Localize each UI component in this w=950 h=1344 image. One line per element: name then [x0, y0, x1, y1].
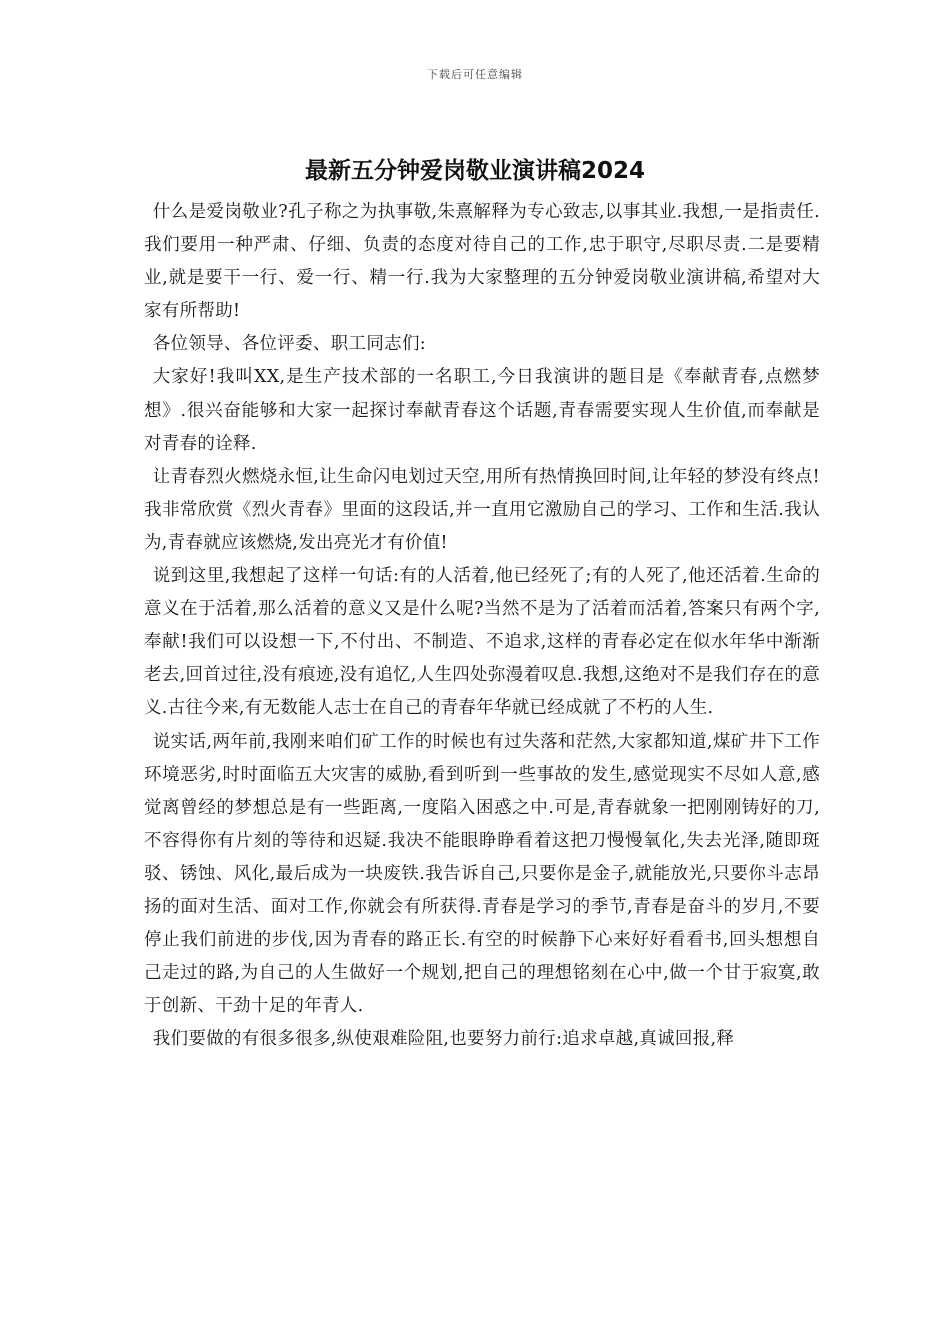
paragraph-salutation: 各位领导、各位评委、职工同志们: [152, 334, 426, 355]
document-title: 最新五分钟爱岗敬业演讲稿2024 [304, 158, 645, 184]
paragraph-meaning-of-life: 说到这里,我想起了这样一句话:有的人活着,他已经死了;有的人死了,他还活着.生命的意义在于活着,那么活着的意义又是什么呢?当然不是为了活着而活着,答案只有两个字,奉献!我们可以设想一下,不付出、不制造、不追求,这样的青春必定在似水年华中渐渐老去,回首过往,没有痕迹,没有追忆,人生四处弥漫着叹息.我想,这绝对不是我们存在的意义.古往今来,有无数能人志士在自己的青春年华就已经成就了不朽的人生. [144, 566, 820, 719]
paragraph-youth-fire: 让青春烈火燃烧永恒,让生命闪电划过天空,用所有热情换回时间,让年轻的梦没有终点!我非常欣赏《烈火青春》里面的这段话,并一直用它激励自己的学习、工作和生活.我认为,青春就应该燃烧,发出亮光才有价值! [144, 466, 820, 553]
paragraph-greeting: 大家好!我叫XX,是生产技术部的一名职工,今日我演讲的题目是《奉献青春,点燃梦想》.很兴奋能够和大家一起探讨奉献青春这个话题,青春需要实现人生价值,而奉献是对青春的诠释. [144, 367, 820, 454]
paragraph-closing-partial: 我们要做的有很多很多,纵使艰难险阻,也要努力前行:追求卓越,真诚回报,释 [152, 1029, 735, 1050]
paragraph-intro: 什么是爱岗敬业?孔子称之为执事敬,朱熹解释为专心致志,以事其业.我想,一是指责任.我们要用一种严肃、仔细、负责的态度对待自己的工作,忠于职守,尽职尽责.二是要精业,就是要干一行、爱一行、精一行.我为大家整理的五分钟爱岗敬业演讲稿,希望对大家有所帮助! [144, 202, 820, 322]
header-note: 下载后可任意编辑 [427, 68, 523, 81]
paragraph-personal-story: 说实话,两年前,我刚来咱们矿工作的时候也有过失落和茫然,大家都知道,煤矿井下工作环境恶劣,时时面临五大灾害的威胁,看到听到一些事故的发生,感觉现实不尽如人意,感觉离曾经的梦想总是有一些距离,一度陷入困惑之中.可是,青春就象一把刚刚铸好的刀,不容得你有片刻的等待和迟疑.我决不能眼睁睁看着这把刀慢慢氧化,失去光泽,随即斑驳、锈蚀、风化,最后成为一块废铁.我告诉自己,只要你是金子,就能放光,只要你斗志昂扬的面对生活、面对工作,你就会有所获得.青春是学习的季节,青春是奋斗的岁月,不要停止我们前进的步伐,因为青春的路正长.有空的时候静下心来好好看看书,回头想想自己走过的路,为自己的人生做好一个规划,把自己的理想铭刻在心中,做一个甘于寂寞,敢于创新、干劲十足的年青人. [144, 731, 820, 1017]
document-body [144, 196, 820, 1056]
